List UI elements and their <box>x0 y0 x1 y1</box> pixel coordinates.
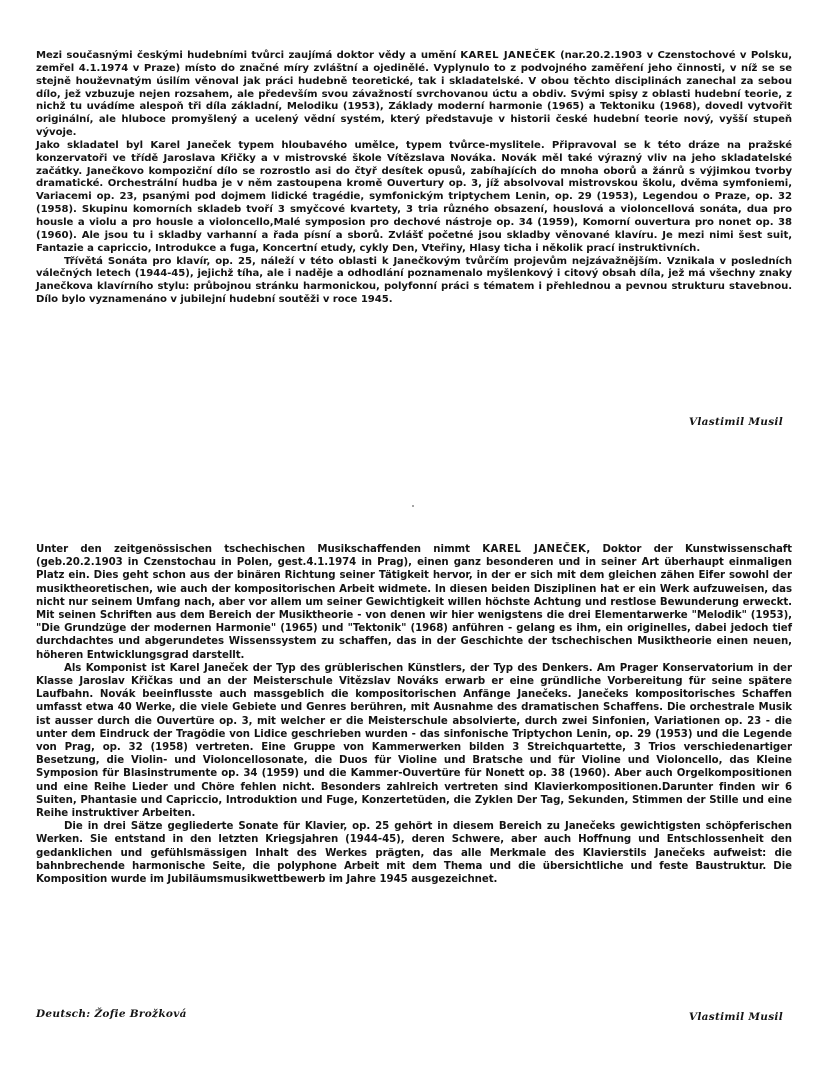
czech-paragraph-2: Jako skladatel byl Karel Janeček typem hloubavého umělce, typem tvůrce-myslitele. Připravoval se k této dráze na pražské konzervatoři ve třídě Jaroslava Křičky a v mistrovské škole Vítězslava Nováka. Novák měl také výrazný vliv na jeho skladatelské začátky. Janečkovo kompoziční dílo se rozrostlo asi do čtyř desítek opusů, zabíhajících do mnoha oborů a žánrů s výjimkou tvorby dramatické. Orchestrální hudba je v něm zastoupena kromě Ouvertury op. 3, jíž absolvoval mistrovskou školu, dvěma symfoniemi, Variacemi op. 23, psanými pod dojmem lidické tragédie, symfonickým triptychem Lenin, op. 29 (1953), Legendou o Praze, op. 32 (1958). Skupinu komorních skladeb tvoří 3 smyčcové kvartety, 3 tria různého obsazení, houslová a violoncellová sonáta, dua pro housle a violu a pro housle a violoncello,Malé symposion pro dechové nástroje op. 34 (1959), Komorní ouvertura pro nonet op. 38 (1960). Ale jsou tu i skladby varhanní a řada písní a sborů. Zvlášť početné jsou skladby věnované klavíru. Je mezi nimi šest suit, Fantazie a capriccio, Introdukce a fuga, Koncertní etudy, cykly Den, Vteřiny, Hlasy ticha i několik prací instruktivních. <box>36 139 792 254</box>
czech-paragraph-1-intro: Mezi současnými českými hudebními tvůrci zaujímá doktor vědy a umění <box>36 50 461 61</box>
german-paragraph-2: Als Komponist ist Karel Janeček der Typ des grüblerischen Künstlers, der Typ des Denkers. Am Prager Konservatorium in der Klasse Jaroslav Křičkas und an der Meisterschule Vitězslav Nováks erwarb er eine gründliche Vorbereitung für seine spätere Laufbahn. Novák beeinflusste auch massgeblich die kompositorischen Anfänge Janečeks. Janečeks kompositorisches Schaffen umfasst etwa 40 Werke, die viele Gebiete und Genres berühren, mit Ausnahme des dramatischen Schaffens. Die orchestrale Musik ist ausser durch die Ouvertüre op. 3, mit welcher er die Meisterschule absolvierte, durch zwei Sinfonien, Variationen op. 23 - die unter dem Eindruck der Tragödie von Lidice geschrieben wurden - das sinfonische Triptychon Lenin, op. 29 (1953) und die Legende von Prag, op. 32 (1958) vertreten. Eine Gruppe von Kammerwerken bilden 3 Streichquartette, 3 Trios verschiedenartiger Besetzung, die Violin- und Violoncellosonate, die Duos für Violine und Bratsche und für Violine und Violoncello, das Kleine Symposion für Blasinstrumente op. 34 (1959) und die Kammer-Ouvertüre für Nonett op. 38 (1960). Aber auch Orgelkompositionen und eine Reihe Lieder und Chöre fehlen nicht. Besonders zahlreich vertreten sind Klavierkompositionen.Darunter finden wir 6 Suiten, Phantasie und Capriccio, Introduktion und Fuge, Konzertetüden, die Zyklen Der Tag, Sekunden, Stimmen der Stille und eine Reihe instruktiver Arbeiten. <box>36 662 792 820</box>
german-paragraph-3-intro: Die in drei Sätze gegliederte <box>64 821 239 833</box>
german-paragraph-3-body: gehört in diesem Bereich zu Janečeks gewichtigsten schöpferischen Werken. Sie entstand in den letzten Kriegsjahren (1944-45), deren Schwere, aber auch Hoffnung und Entschlossenheit den gedanklichen und gefühlsmässigen Inhalt des Werkes prägten, das alle Merkmale des Klavierstils Janečeks aufweist: die bahnbrechende harmonische Seite, die polyphone Arbeit mit dem Thema und die übersichtliche und feste Baustruktur. Die Komposition wurde im Jubiläumsmusikwettbewerb im Jahre 1945 ausgezeichnet. <box>36 821 792 886</box>
translator-credit: Deutsch: Žofie Brožková <box>36 1008 187 1020</box>
czech-paragraph-3 <box>36 256 792 307</box>
composer-name-german: KAREL JANEČEK <box>482 544 587 555</box>
speck-mark <box>412 505 414 507</box>
czech-paragraph-3-body: , náleží v této oblasti k Janečkovým tvůrčím projevům nejzávažnějším. Vznikala v posledních válečných letech (1944-45), jejichž tíha, ale i naděje a odhodlání poznamenalo myšlenkový i citový obsah díla, jež má všechny znaky Janečkova klavírního stylu: průbojnou stránku harmonickou, polyfonní práci s tématem i přehlednou a pevnou strukturu stavebnou. Dílo bylo vyznamenáno v jubilejní hudební soutěži v roce 1945. <box>36 255 793 306</box>
sonata-title: Sonáta pro klavír, op. 25 <box>107 255 252 267</box>
german-text-section <box>36 543 792 886</box>
composer-name: KAREL JANEČEK <box>460 50 556 61</box>
german-paragraph-1-intro: Unter den zeitgenössischen tschechischen Musikschaffenden nimmt <box>36 544 483 555</box>
german-paragraph-3 <box>36 820 792 886</box>
german-paragraph-1 <box>36 543 792 662</box>
czech-text-section <box>36 50 792 307</box>
czech-paragraph-1 <box>36 50 792 140</box>
czech-author-signature: Vlastimil Musil <box>688 416 783 428</box>
czech-paragraph-3-intro: Třívětá <box>64 255 108 267</box>
sonata-title-german: Sonate für Klavier, op. 25 <box>238 821 390 833</box>
czech-paragraph-1-body: (nar.20.2.1903 v Czenstochové v Polsku, zemřel 4.1.1974 v Praze) místo do značné míry zvláštní a ojedinělé. Vyplynulo to z podvojného zaměření jeho činnosti, v níž se se stejně houževnatým úsilím věnoval jak práci hudebně teoretické, tak i skladatelské. V obou těchto disciplinách zanechal za sebou dílo, jež vzbuzuje nejen rozsahem, ale především svou závažností svrchovanou úctu a obdiv. Svými spisy z oblasti hudební teorie, z nichž tu uvádíme alespoň tři díla základní, Melodiku (1953), Základy moderní harmonie (1965) a Tektoniku (1968), dovedl vytvořit originální, ale hluboce promyšlený a ucelený vědní systém, který představuje v historii české hudební teorie nový, vyšší stupeň vývoje. <box>36 50 792 139</box>
german-paragraph-1-body: , Doktor der Kunstwissenschaft (geb.20.2.1903 in Czenstochau in Polen, gest.4.1.1974 in Prag), einen ganz besonderen und in seiner Art überhaupt einmaligen Platz ein. Dies geht schon aus der binären Richtung seiner Tätigkeit hervor, in der er sich mit dem gleichen zähen Eifer sowohl der musiktheoretischen, wie auch der kompositorischen Arbeit widmete. In diesen beiden Disziplinen hat er ein Werk aufzuweisen, das nicht nur seinem Umfang nach, aber vor allem um seiner Gewichtigkeit willen höchste Achtung und restlose Bewunderung erweckt. Mit seinen Schriften aus dem Bereich der Musiktheorie - von denen wir hier wenigstens die drei Elementarwerke "Melodik" (1953), "Die Grundzüge der modernen Harmonie" (1965) und "Tektonik" (1968) anführen - gelang es ihm, ein originelles, dabei jedoch tief durchdachtes und abgerundetes Wissenssystem zu schaffen, das in der Geschichte der tschechischen Musiktheorie einen neuen, höheren Entwicklungsgrad darstellt. <box>36 544 793 661</box>
german-author-signature: Vlastimil Musil <box>688 1011 783 1023</box>
